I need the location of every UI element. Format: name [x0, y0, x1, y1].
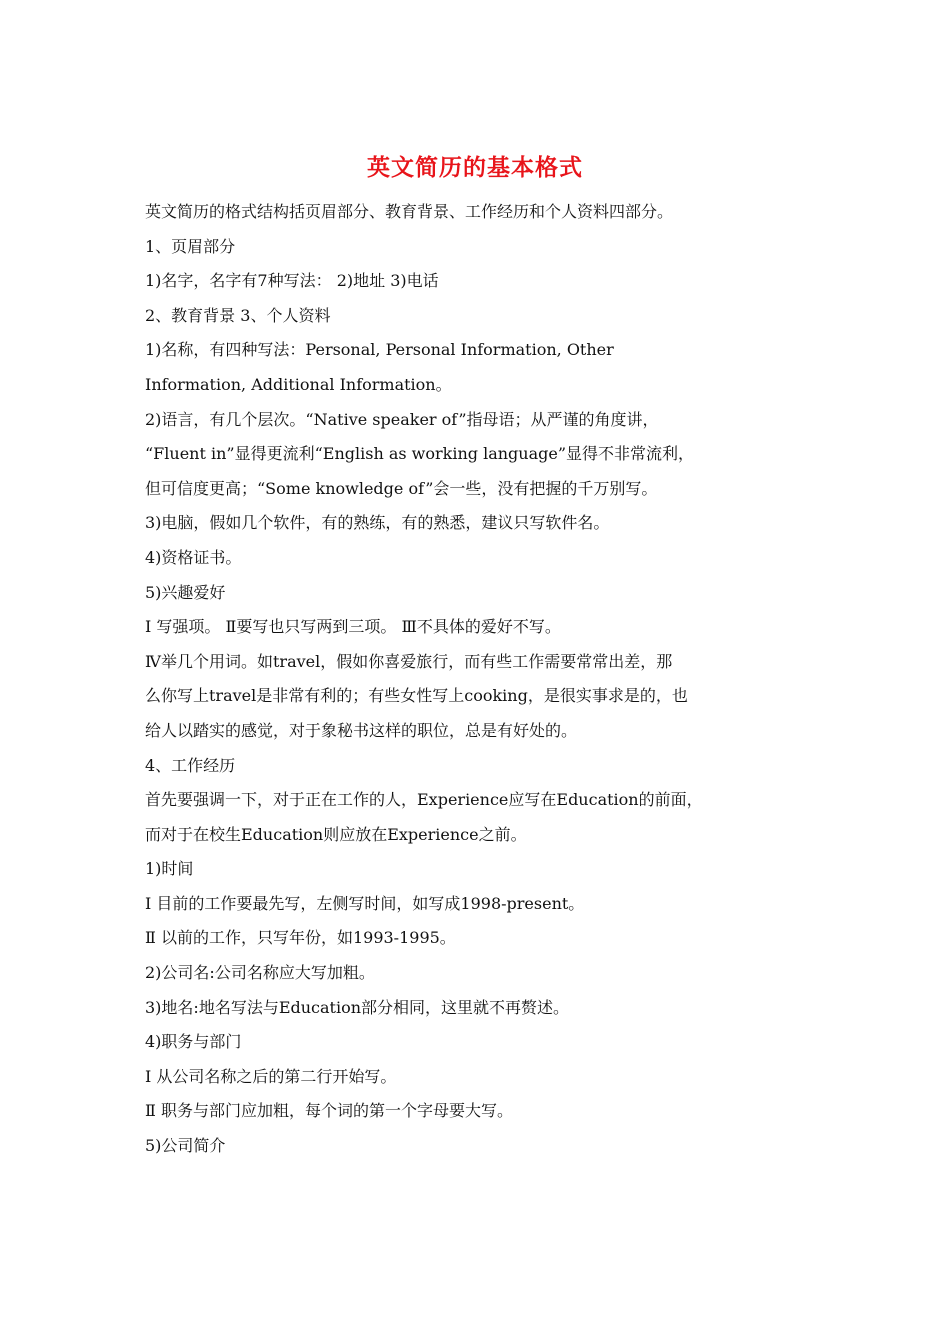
paragraph-line: 5)公司简介	[145, 1136, 226, 1156]
paragraph-line: “Fluent in”显得更流利“English as working language”显得不非常流利，	[145, 444, 695, 464]
paragraph-line: 而对于在校生Education则应放在Experience之前。	[145, 824, 527, 844]
paragraph-line: Ⅱ 以前的工作，只写年份，如1993-1995。	[145, 928, 456, 948]
paragraph-line: 但可信度更高；“Some knowledge of”会一些，没有把握的千万别写。	[145, 478, 658, 498]
paragraph-line: 2)公司名:公司名称应大写加粗。	[145, 963, 375, 983]
paragraph-line: 3)电脑，假如几个软件，有的熟练，有的熟悉，建议只写软件名。	[145, 513, 610, 533]
paragraph-line: 2)语言，有几个层次。“Native speaker of”指母语；从严谨的角度讲，	[145, 409, 659, 429]
paragraph-line: Ⅰ 写强项。 Ⅱ要写也只写两到三项。 Ⅲ不具体的爱好不写。	[145, 617, 561, 637]
paragraph-line: 1)时间	[145, 859, 194, 879]
document-title: 英文简历的基本格式	[367, 154, 583, 181]
paragraph-line: Ⅰ 目前的工作要最先写，左侧写时间，如写成1998-present。	[145, 893, 585, 913]
paragraph-line: 2、教育背景 3、个人资料	[145, 305, 331, 325]
paragraph-line: Ⅳ举几个用词。如travel，假如你喜爱旅行，而有些工作需要常常出差，那	[145, 651, 673, 671]
paragraph-line: 首先要强调一下，对于正在工作的人，Experience应写在Education的前面，	[145, 790, 703, 810]
paragraph-line: 么你写上travel是非常有利的；有些女性写上cooking，是很实事求是的，也	[145, 686, 688, 706]
paragraph-line: 3)地名:地名写法与Education部分相同，这里就不再赘述。	[145, 997, 570, 1017]
paragraph-line: Information, Additional Information。	[145, 374, 452, 394]
paragraph-line: Ⅱ 职务与部门应加粗，每个词的第一个字母要大写。	[145, 1101, 513, 1121]
paragraph-line: 4、工作经历	[145, 755, 236, 775]
paragraph-line: 5)兴趣爱好	[145, 582, 226, 602]
document-body	[145, 195, 807, 1164]
paragraph-line: 给人以踏实的感觉，对于象秘书这样的职位，总是有好处的。	[145, 720, 578, 740]
paragraph-line: 1、页眉部分	[145, 236, 236, 256]
paragraph-line: Ⅰ 从公司名称之后的第二行开始写。	[145, 1066, 397, 1086]
paragraph-line: 英文简历的格式结构括页眉部分、教育背景、工作经历和个人资料四部分。	[145, 202, 674, 221]
paragraph-line: 4)资格证书。	[145, 547, 242, 567]
paragraph-line: 1)名称，有四种写法：Personal, Personal Information, Other	[145, 340, 614, 360]
paragraph-line: 1)名字，名字有7种写法： 2)地址 3)电话	[145, 271, 439, 291]
paragraph-line: 4)职务与部门	[145, 1032, 242, 1052]
